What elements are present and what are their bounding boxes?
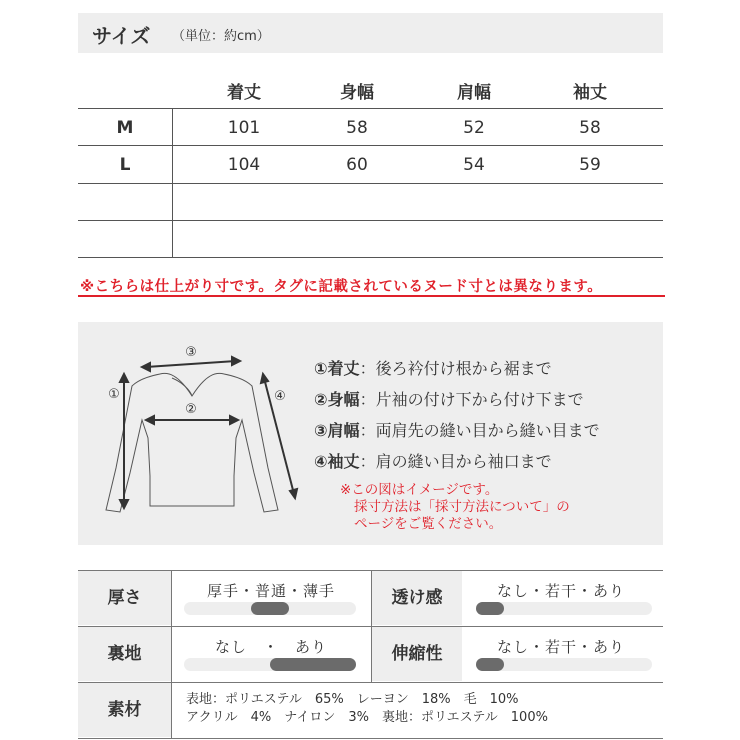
table-divider bbox=[78, 257, 663, 258]
marker-2: ② bbox=[185, 402, 197, 417]
legend-name: 着丈 bbox=[327, 359, 360, 378]
measurement-diagram-panel bbox=[78, 322, 663, 545]
row-label-m: M bbox=[116, 118, 134, 138]
legend-item-shoulder bbox=[314, 418, 600, 441]
attr-label-thickness: 厚さ bbox=[78, 571, 171, 625]
material-line-2: アクリル 4% ナイロン 3% 裏地：ポリエステル 100% bbox=[186, 710, 548, 725]
cell-l-sleeve: 59 bbox=[579, 155, 601, 175]
cell-m-shoulder: 52 bbox=[463, 118, 485, 138]
size-title: サイズ bbox=[92, 24, 151, 48]
notice-underline bbox=[78, 295, 665, 297]
legend-num: ③ bbox=[314, 421, 328, 440]
legend-item-width bbox=[314, 387, 584, 410]
cell-l-width: 60 bbox=[346, 155, 368, 175]
sheer-bar-fill bbox=[476, 602, 504, 615]
diagram-note-3: ページをご覧ください。 bbox=[354, 516, 503, 532]
sheer-options: なし・若干・あり bbox=[496, 582, 625, 600]
material-line-1: 表地：ポリエステル 65% レーヨン 18% 毛 10% bbox=[186, 692, 519, 707]
legend-num: ① bbox=[314, 359, 328, 378]
marker-1: ① bbox=[108, 387, 120, 402]
table-divider bbox=[78, 183, 663, 184]
col-header-shoulder: 肩幅 bbox=[457, 83, 491, 103]
attr-label-sheer: 透け感 bbox=[372, 571, 462, 625]
legend-name: 身幅 bbox=[327, 390, 360, 409]
size-unit: （単位：約cm） bbox=[172, 29, 270, 44]
cell-l-length: 104 bbox=[227, 155, 261, 175]
thickness-options: 厚手・普通・薄手 bbox=[206, 582, 335, 600]
thickness-bar bbox=[184, 602, 356, 615]
legend-desc: ：後ろ衿付け根から裾まで bbox=[359, 359, 552, 378]
attr-col-divider bbox=[371, 570, 372, 682]
legend-item-sleeve bbox=[314, 449, 552, 472]
size-table bbox=[0, 0, 740, 270]
marker-4: ④ bbox=[274, 389, 286, 404]
legend-name: 肩幅 bbox=[327, 421, 360, 440]
attributes-table bbox=[0, 570, 740, 740]
lining-bar-fill bbox=[270, 658, 356, 671]
col-header-length: 着丈 bbox=[227, 83, 261, 103]
marker-3: ③ bbox=[185, 345, 197, 360]
sheer-bar bbox=[476, 602, 652, 615]
attr-label-lining: 裏地 bbox=[78, 627, 171, 681]
legend-item-length bbox=[314, 356, 552, 379]
col-header-sleeve: 袖丈 bbox=[573, 83, 607, 103]
legend-desc: ：片袖の付け下から付け下まで bbox=[359, 390, 584, 409]
lining-options: なし ・ あり bbox=[214, 638, 327, 656]
stretch-bar-fill bbox=[476, 658, 504, 671]
legend-num: ② bbox=[314, 390, 328, 409]
shirt-diagram bbox=[98, 338, 308, 538]
legend-desc: ：肩の縫い目から袖口まで bbox=[359, 452, 552, 471]
table-divider bbox=[78, 108, 663, 109]
stretch-bar bbox=[476, 658, 652, 671]
attr-col-divider bbox=[171, 570, 172, 738]
col-header-width: 身幅 bbox=[340, 83, 374, 103]
cell-m-width: 58 bbox=[346, 118, 368, 138]
cell-m-sleeve: 58 bbox=[579, 118, 601, 138]
table-divider bbox=[78, 220, 663, 221]
attr-divider bbox=[78, 738, 663, 739]
legend-name: 袖丈 bbox=[327, 452, 360, 471]
table-divider bbox=[78, 145, 663, 146]
cell-m-length: 101 bbox=[227, 118, 261, 138]
cell-l-shoulder: 54 bbox=[463, 155, 485, 175]
row-label-l: L bbox=[119, 155, 131, 175]
thickness-bar-fill bbox=[251, 602, 289, 615]
legend-num: ④ bbox=[314, 452, 328, 471]
legend-desc: ：両肩先の縫い目から縫い目まで bbox=[359, 421, 600, 440]
attr-label-material: 素材 bbox=[78, 683, 171, 737]
finished-size-notice: ※こちらは仕上がり寸です。タグに記載されているヌード寸とは異なります。 bbox=[80, 279, 603, 295]
diagram-note-1: ※この図はイメージです。 bbox=[340, 482, 499, 498]
stretch-options: なし・若干・あり bbox=[496, 638, 625, 656]
lining-bar bbox=[184, 658, 356, 671]
attr-label-stretch: 伸縮性 bbox=[372, 627, 462, 681]
diagram-note-2: 採寸方法は「採寸方法について」の bbox=[354, 499, 570, 515]
